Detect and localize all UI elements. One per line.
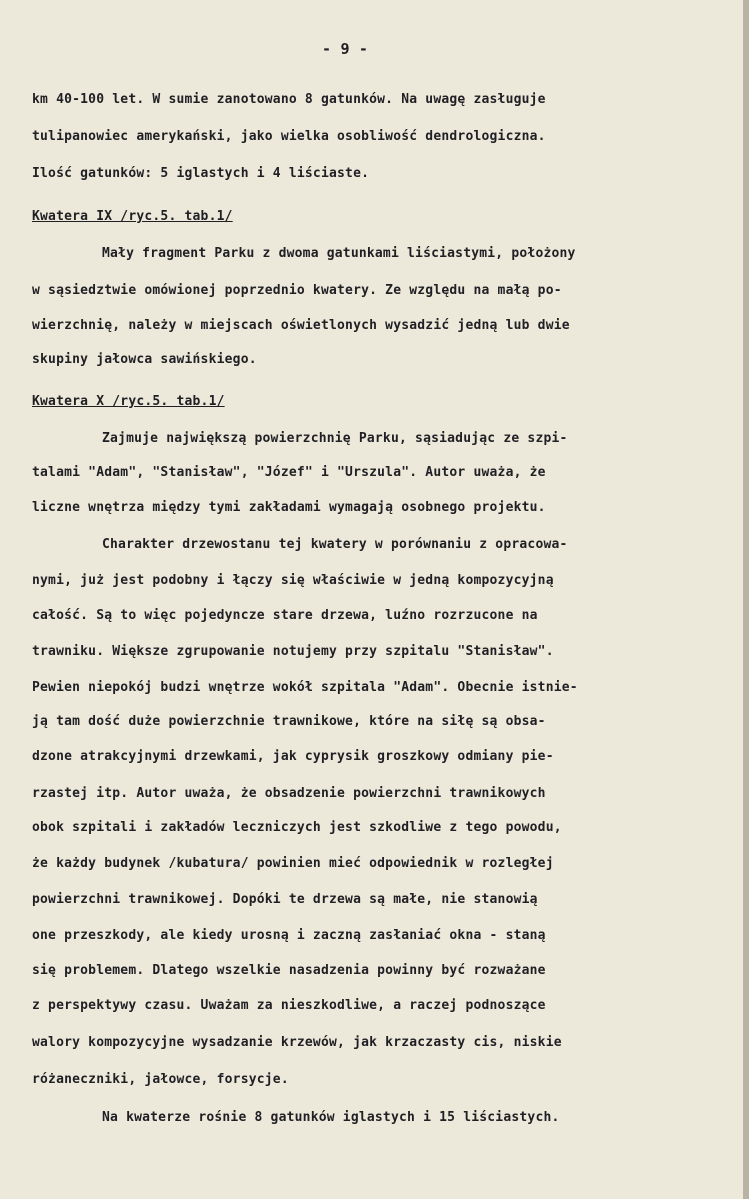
text-line: z perspektywy czasu. Uważam za nieszkodliwe, a raczej podnoszące (32, 998, 546, 1013)
text-line: Pewien niepokój budzi wnętrze wokół szpitala "Adam". Obecnie istnie- (32, 680, 578, 695)
text-line: one przeszkody, ale kiedy urosną i zaczną zasłaniać okna - staną (32, 928, 546, 943)
text-line: w sąsiedztwie omówionej poprzednio kwatery. Ze względu na małą po- (32, 283, 562, 298)
text-line: obok szpitali i zakładów leczniczych jest szkodliwe z tego powodu, (32, 820, 562, 835)
section-heading-kwatera-ix: Kwatera IX /ryc.5. tab.1/ (32, 209, 233, 224)
text-line: Ilość gatunków: 5 iglastych i 4 liściaste. (32, 166, 370, 181)
text-line: skupiny jałowca sawińskiego. (32, 352, 257, 367)
section-heading-kwatera-x: Kwatera X /ryc.5. tab.1/ (32, 394, 225, 409)
text-line: powierzchni trawnikowej. Dopóki te drzewa są małe, nie stanowią (32, 892, 538, 907)
text-line: że każdy budynek /kubatura/ powinien mieć odpowiednik w rozległej (32, 856, 554, 871)
text-line: rzastej itp. Autor uważa, że obsadzenie powierzchni trawnikowych (32, 786, 546, 801)
page-number: - 9 - (322, 40, 369, 58)
text-line: walory kompozycyjne wysadzanie krzewów, jak krzaczasty cis, niskie (32, 1035, 562, 1050)
text-line: całość. Są to więc pojedyncze stare drzewa, luźno rozrzucone na (32, 608, 538, 623)
text-line: trawniku. Większe zgrupowanie notujemy przy szpitalu "Stanisław". (32, 644, 554, 659)
text-line: dzone atrakcyjnymi drzewkami, jak cyprysik groszkowy odmiany pie- (32, 749, 554, 764)
text-line: tulipanowiec amerykański, jako wielka osobliwość dendrologiczna. (32, 129, 546, 144)
text-line: różaneczniki, jałowce, forsycje. (32, 1072, 289, 1087)
page-edge (743, 0, 749, 1199)
text-line: Na kwaterze rośnie 8 gatunków iglastych i 15 liściastych. (102, 1110, 560, 1125)
text-line: ją tam dość duże powierzchnie trawnikowe, które na siłę są obsa- (32, 714, 546, 729)
text-line: liczne wnętrza między tymi zakładami wymagają osobnego projektu. (32, 500, 546, 515)
text-line: Charakter drzewostanu tej kwatery w porównaniu z opracowa- (102, 537, 568, 552)
text-line: talami "Adam", "Stanisław", "Józef" i "Urszula". Autor uważa, że (32, 465, 546, 480)
text-line: Zajmuje największą powierzchnię Parku, sąsiadując ze szpi- (102, 431, 568, 446)
text-line: nymi, już jest podobny i łączy się właściwie w jedną kompozycyjną (32, 573, 554, 588)
text-line: się problemem. Dlatego wszelkie nasadzenia powinny być rozważane (32, 963, 546, 978)
text-line: km 40-100 let. W sumie zanotowano 8 gatunków. Na uwagę zasługuje (32, 92, 546, 107)
text-line: wierzchnię, należy w miejscach oświetlonych wysadzić jedną lub dwie (32, 318, 570, 333)
text-line: Mały fragment Parku z dwoma gatunkami liściastymi, położony (102, 246, 576, 261)
